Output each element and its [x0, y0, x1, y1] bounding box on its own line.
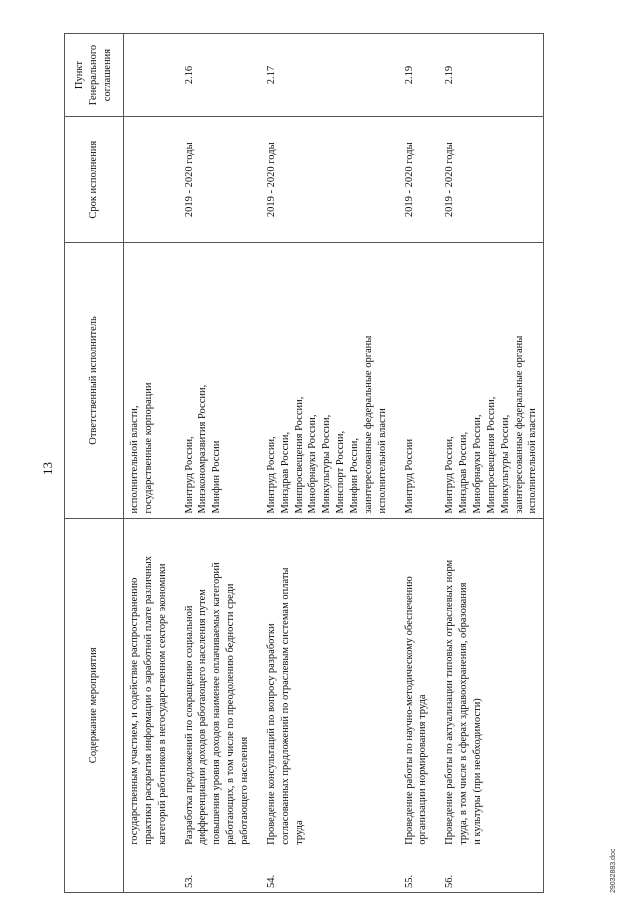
row-executor: [124, 243, 173, 518]
header-point: [65, 34, 124, 117]
row-deadline: 2019 - 2020 годы: [173, 117, 255, 243]
row-number: 55.: [393, 849, 434, 893]
table-row: [433, 34, 544, 893]
row-deadline: 2019 - 2020 годы: [255, 117, 393, 243]
row-point: 2.16: [173, 34, 255, 117]
row-deadline: 2019 - 2020 годы: [393, 117, 434, 243]
row-activity: [393, 518, 434, 849]
row-number: 56.: [433, 849, 544, 893]
executor-line: государственные корпорации: [142, 382, 154, 514]
executor-line: Минэкономразвития России,: [197, 384, 209, 514]
table-row: [255, 34, 393, 893]
executor-line: Минтруд России,: [265, 436, 277, 514]
header-executor: Ответственный исполнитель: [65, 243, 124, 518]
table-header-row: [65, 34, 124, 893]
activity-line: Разработка предложений по сокращению социальной: [183, 605, 195, 845]
executor-line: заинтересованные федеральные органы: [513, 335, 525, 514]
page-number: 13: [40, 462, 55, 475]
header-point-line: Пункт: [74, 61, 86, 90]
activity-line: дифференциации доходов работающего населения путем: [197, 589, 209, 845]
activity-line: Проведение консультаций по вопросу разработки: [265, 623, 277, 845]
table-row: [393, 34, 434, 893]
row-activity: [173, 518, 255, 849]
activity-line: работающих, в том числе по преодолению бедности среди: [225, 583, 237, 845]
row-point: 2.19: [433, 34, 544, 117]
executor-line: Минобрнауки России,: [307, 414, 319, 514]
table-row: [173, 34, 255, 893]
executor-line: Минздрав России,: [279, 431, 291, 514]
executor-line: Минобрнауки России,: [472, 414, 484, 514]
row-executor: [393, 243, 434, 518]
executor-line: исполнительной власти: [376, 408, 388, 514]
row-number: 53.: [173, 849, 255, 893]
row-executor: [255, 243, 393, 518]
header-deadline: Срок исполнения: [65, 117, 124, 243]
executor-line: Минтруд России,: [444, 436, 456, 514]
executor-line: заинтересованные федеральные органы: [362, 335, 374, 514]
executor-line: Минздрав России,: [458, 431, 470, 514]
executor-line: исполнительной власти: [527, 408, 539, 514]
activity-line: категорий работников в негосударственном секторе экономики: [156, 563, 168, 845]
row-activity: [433, 518, 544, 849]
row-point: 2.19: [393, 34, 434, 117]
activity-line: практики раскрытия информации о заработной плате различных: [142, 556, 154, 845]
row-executor: [173, 243, 255, 518]
file-footer: 29032883.doc: [610, 848, 617, 893]
activity-line: и культуры (при необходимости): [472, 698, 484, 845]
activity-line: работающего населения: [239, 736, 251, 845]
activity-line: Проведение работы по научно-методическому обеспечению: [403, 576, 415, 845]
row-activity: [255, 518, 393, 849]
row-point: 2.17: [255, 34, 393, 117]
row-number: 54.: [255, 849, 393, 893]
header-activity: Содержание мероприятия: [65, 518, 124, 892]
executor-line: Минтруд России: [403, 438, 415, 514]
activity-line: повышения уровня доходов наименее оплачиваемых категорий: [211, 562, 223, 845]
executor-line: Минкультуры России,: [321, 414, 333, 514]
header-point-line: Генерального: [88, 44, 100, 106]
measures-table: [64, 33, 544, 893]
activity-line: труда: [293, 820, 305, 845]
executor-line: Минспорт России,: [335, 430, 347, 514]
executor-line: Минтруд России,: [183, 436, 195, 514]
activity-line: организации нормирования труда: [417, 694, 429, 845]
activity-line: Проведение работы по актуализации типовых отраслевых норм: [444, 559, 456, 845]
row-number: [124, 849, 173, 893]
executor-line: Минфин России: [211, 440, 223, 514]
executor-line: исполнительной власти,: [129, 405, 140, 514]
row-point: [124, 34, 173, 117]
table-row: [124, 34, 173, 893]
executor-line: Минпросвещения России,: [293, 396, 305, 514]
executor-line: Минкультуры России,: [499, 414, 511, 514]
executor-line: Минпросвещения России,: [485, 396, 497, 514]
table-body: [124, 34, 544, 893]
header-point-line: соглашения: [101, 48, 113, 102]
row-executor: [433, 243, 544, 518]
executor-line: Минфин России,: [349, 438, 361, 514]
activity-line: труда, в том числе в сферах здравоохранения, образования: [458, 582, 470, 845]
row-activity: [124, 518, 173, 849]
row-deadline: 2019 - 2020 годы: [433, 117, 544, 243]
activity-line: государственным участием, и содействие распространению: [129, 577, 140, 845]
row-deadline: [124, 117, 173, 243]
activity-line: согласованных предложений по отраслевым системам оплаты: [279, 567, 291, 845]
